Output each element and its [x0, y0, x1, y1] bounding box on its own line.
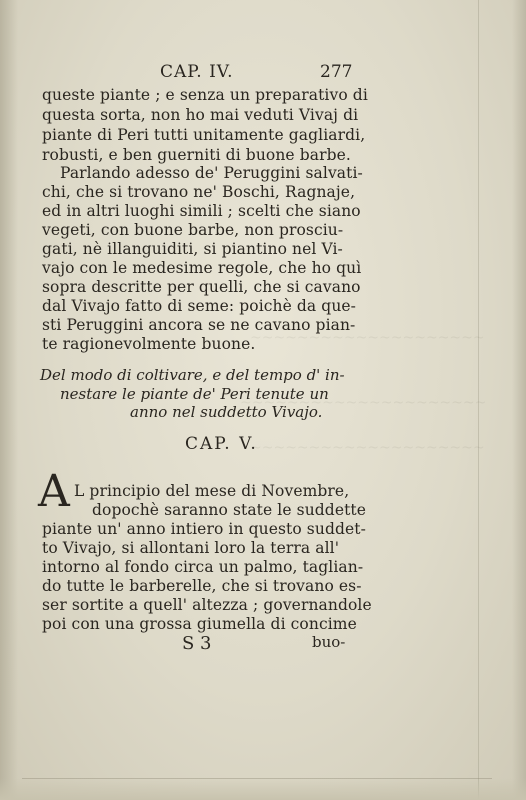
signature-mark: S 3 [182, 633, 212, 654]
text-line: te ragionevolmente buone. [42, 335, 256, 353]
text-line: gati, nè illanguiditi, si piantino nel Vi- [42, 240, 343, 258]
bleed-through: ~~~~~~~~~~~~~~~~~~~~~ [240, 395, 487, 411]
page-edge [512, 0, 526, 800]
bleed-through: ~~~~~~~~~~~~~~~~~~~~ [250, 330, 485, 346]
section-heading-line: nestare le piante de' Peri tenute un [60, 385, 329, 403]
section-heading-line: Del modo di coltivare, e del tempo d' in- [40, 366, 345, 384]
chapter-title: CAP. V. [185, 434, 258, 454]
text-line: to Vivajo, si allontani loro la terra all' [42, 539, 340, 557]
text-line: ser sortite a quell' altezza ; governandole [42, 596, 372, 614]
gutter-shadow [0, 0, 18, 800]
text-line: dal Vivajo fatto di seme: poichè da que- [42, 297, 357, 315]
text-line: robusti, e ben guerniti di buone barbe. [42, 146, 351, 164]
running-head: CAP. IV. [160, 62, 234, 82]
text-line: L principio del mese di Novembre, [74, 482, 350, 500]
drop-cap: A [38, 466, 70, 517]
text-line: queste piante ; e senza un preparativo di [42, 86, 368, 104]
text-line: chi, che si trovano ne' Boschi, Ragnaje, [42, 183, 356, 201]
text-line: sopra descritte per quelli, che si cavano [42, 278, 361, 296]
text-line: dopochè saranno state le suddette [92, 501, 367, 519]
bleed-through: ~~~~~~~~~~~~~~~~~~~~ [250, 440, 485, 456]
text-line: sti Peruggini ancora se ne cavano pian- [42, 316, 356, 334]
text-line: intorno al fondo circa un palmo, taglian- [42, 558, 364, 576]
paper-crease [22, 778, 492, 779]
section-heading-line: anno nel suddetto Vivajo. [130, 403, 323, 421]
page-number: 277 [320, 62, 353, 82]
text-line: Parlando adesso de' Peruggini salvati- [60, 164, 363, 182]
text-line: vajo con le medesime regole, che ho quì [42, 259, 362, 277]
text-line: questa sorta, non ho mai veduti Vivaj di [42, 106, 359, 124]
text-line: vegeti, con buone barbe, non prosciu- [42, 221, 344, 239]
text-line: piante un' anno intiero in questo suddet- [42, 520, 366, 538]
text-line: piante di Peri tutti unitamente gagliardi, [42, 126, 366, 144]
text-line: ed in altri luoghi simili ; scelti che siano [42, 202, 361, 220]
catchword: buo- [312, 633, 346, 651]
text-line: poi con una grossa giumella di concime [42, 615, 357, 633]
text-line: do tutte le barberelle, che si trovano es- [42, 577, 362, 595]
bottom-edge [0, 778, 526, 800]
